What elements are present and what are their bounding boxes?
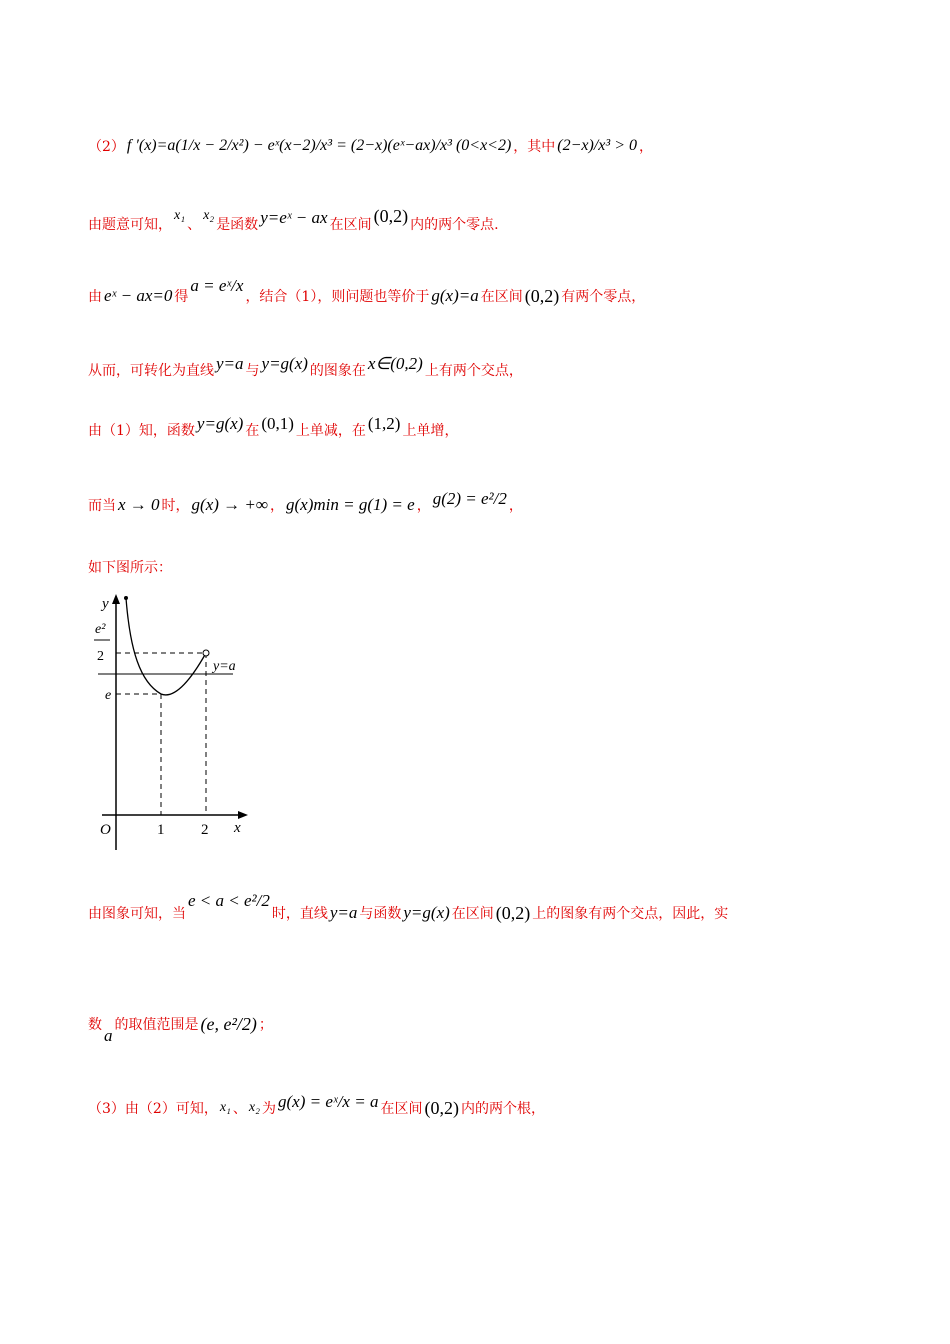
text: 是函数 (216, 217, 259, 233)
y-axis-arrow (112, 594, 120, 604)
text: 由题意可知， (88, 217, 172, 233)
curve-g (126, 598, 206, 695)
text: 时，直线 (271, 906, 328, 922)
math-line: y=a (329, 903, 358, 922)
text: 而当 (88, 498, 116, 514)
text: 得 (174, 289, 189, 305)
line-label: y=a (213, 659, 236, 674)
math-limit-g: g(x) → +∞ (191, 495, 269, 514)
text: 在区间 (480, 289, 523, 305)
text: 的取值范围是 (114, 1017, 199, 1033)
math-function: y=g(x) (403, 903, 450, 922)
math-range: (e, e²/2) (200, 1013, 257, 1034)
tick-2-label: 2 (201, 822, 209, 838)
text: 从而，可转化为直线 (88, 363, 214, 379)
text: 在区间 (380, 1101, 423, 1117)
e2-numerator: e² (95, 622, 106, 637)
math-inequality: e < a < e²/2 (188, 891, 270, 910)
text: 内的两个根， (460, 1101, 545, 1117)
origin-label: O (100, 822, 111, 838)
math-x2: x₂ (248, 1100, 261, 1115)
math-x2: x₂ (203, 208, 215, 223)
derivative-formula: f ′(x)=a(1/x − 2/x²) − eˣ(x−2)/x³ = (2−x)(eˣ−ax)/x³ (0<x<2) (126, 137, 512, 154)
positivity-formula: (2−x)/x³ > 0 (557, 137, 637, 154)
text: ， (508, 498, 523, 514)
math-x1: x₁ (219, 1100, 231, 1115)
math-interval: (0,2) (373, 205, 409, 226)
text: 、 (232, 1101, 247, 1117)
e2-denominator: 2 (97, 649, 104, 664)
tick-1-label: 1 (157, 822, 165, 838)
text: 由 (88, 289, 102, 305)
text: （3）由（2）可知， (88, 1101, 218, 1117)
math-a-equals: a = eˣ/x (190, 276, 244, 295)
text: 时， (161, 498, 190, 514)
line-3 (88, 268, 645, 324)
text: 内的两个零点. (410, 217, 499, 233)
function-graph (88, 590, 258, 860)
line-2 (88, 206, 499, 242)
text: 与函数 (359, 906, 402, 922)
math-line: y=a (216, 354, 244, 373)
x-axis-label: x (234, 820, 241, 836)
text: 的图象在 (309, 363, 366, 379)
line-7 (88, 556, 172, 578)
text: 数 (88, 1017, 102, 1033)
line-5 (88, 412, 458, 448)
text: 上的图象有两个交点，因此，实 (532, 906, 729, 922)
math-g-equation: g(x) = eˣ/x = a (278, 1092, 379, 1111)
line-1-end: ， (639, 139, 653, 155)
line-1-mid: ，其中 (513, 139, 556, 155)
math-limit-x: x → 0 (118, 495, 160, 514)
math-a: a (104, 1026, 113, 1045)
curve-start-point (124, 596, 128, 600)
text: 有两个零点， (561, 289, 646, 305)
line-1 (88, 118, 653, 174)
curve-end-point (203, 650, 209, 656)
math-equation: eˣ − ax=0 (104, 286, 173, 305)
math-domain: x∈(0,2) (367, 354, 423, 373)
text: 由图象可知，当 (88, 906, 186, 922)
math-g-equals-a: g(x)=a (431, 286, 479, 305)
text: 为 (262, 1101, 277, 1117)
math-function: y=g(x) (261, 354, 308, 373)
line-1-prefix: （2） (88, 139, 125, 155)
line-4 (88, 352, 523, 388)
math-interval: (0,2) (495, 902, 531, 923)
text: 在区间 (451, 906, 494, 922)
line-8 (88, 888, 728, 938)
x-axis-arrow (238, 811, 248, 819)
line-6 (88, 480, 523, 530)
math-interval: (0,2) (424, 1097, 459, 1118)
text: 与 (245, 363, 260, 379)
line-9 (88, 996, 273, 1052)
math-interval-decreasing: (0,1) (261, 414, 294, 433)
math-minimum: g(x)min = g(1) = e (286, 495, 415, 514)
text: 上有两个交点， (424, 363, 523, 379)
math-interval: (0,2) (524, 285, 560, 306)
text: 在 (245, 423, 260, 439)
text: 上单减，在 (295, 423, 366, 439)
text: ， (416, 498, 431, 514)
e-label: e (105, 688, 112, 703)
text: 上单增， (402, 423, 459, 439)
text: 由（1）知，函数 (88, 423, 195, 439)
math-x1: x₁ (174, 208, 186, 223)
y-axis-label: y (102, 596, 109, 612)
math-interval-increasing: (1,2) (367, 414, 401, 433)
text: ， (270, 498, 285, 514)
text: 、 (187, 217, 202, 233)
text: 在区间 (329, 217, 372, 233)
text: 如下图所示： (88, 560, 172, 576)
math-g2: g(2) = e²/2 (432, 489, 507, 508)
text: ，结合（1），则问题也等价于 (245, 289, 430, 305)
text: ； (258, 1017, 273, 1033)
math-function: y=g(x) (196, 414, 244, 433)
line-10 (88, 1086, 545, 1130)
math-function: y=eˣ − ax (260, 208, 328, 227)
